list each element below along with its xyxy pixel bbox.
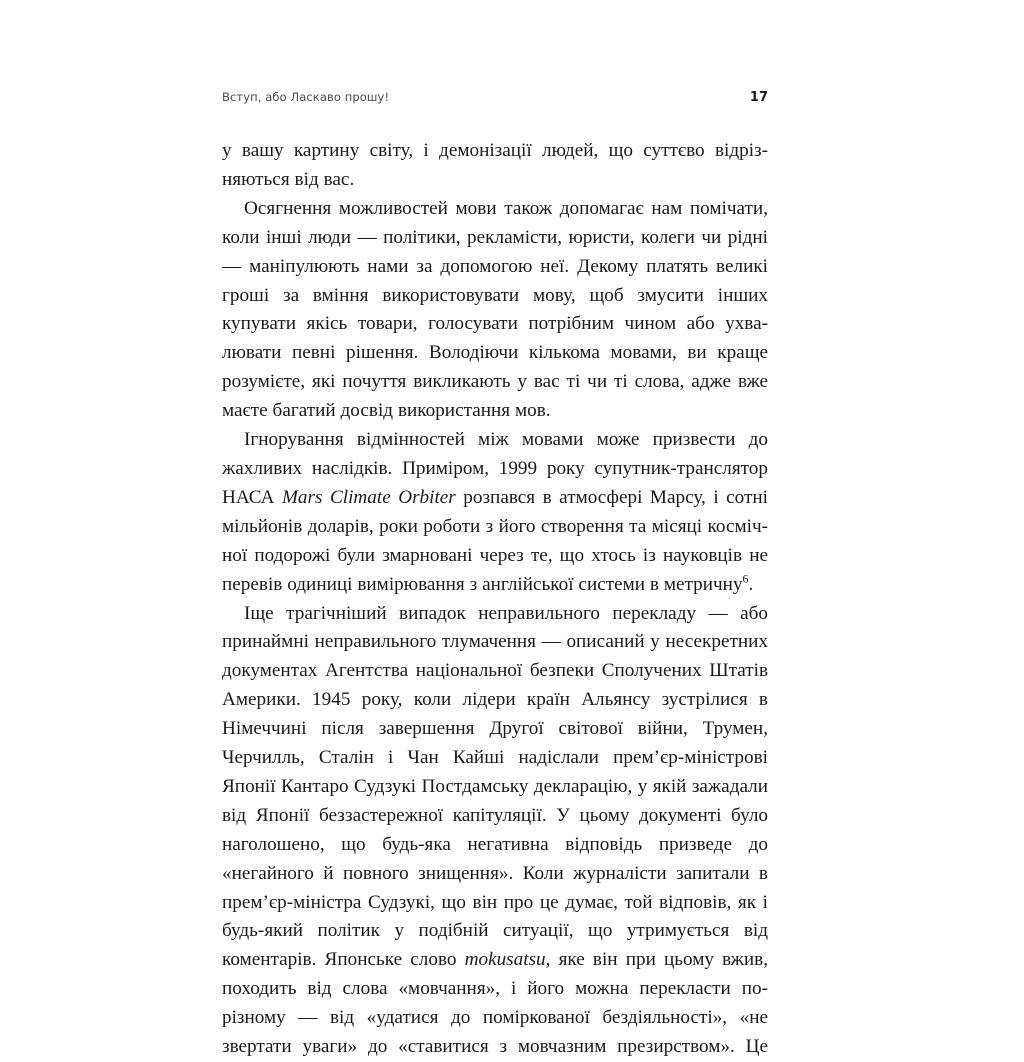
paragraph-text-end: .	[749, 574, 754, 595]
running-head-title: Вступ, або Ласкаво прошу!	[222, 90, 389, 104]
paragraph	[222, 426, 768, 599]
body-text-block	[222, 137, 768, 1062]
running-head	[222, 90, 768, 105]
italic-foreign-word: mokusatsu	[465, 949, 546, 970]
page-number: 17	[750, 90, 768, 105]
footnote-reference[interactable]: 6	[743, 571, 749, 585]
paragraph-text-lead: Ігнорування відмінностей між мовами може призвести до жахливих наслідків. Приміром, 1999 року супутник-транслятор НАСА	[222, 429, 768, 508]
paragraph-text-tail: , яке він при цьому вжив, походить від слова «мовчання», і його можна перекласти по-різному — від «удатися до поміркованої бездіяльності», «не звертати уваги» до «ставитися з мовчазним презирством». Це	[222, 949, 768, 1057]
paragraph	[222, 600, 768, 1062]
paragraph: у вашу картину світу, і демонізації людей, що суттєво відрізняються від вас.	[222, 137, 768, 195]
paragraph: Осягнення можливостей мови також допомагає нам помічати, коли інші люди — політики, рекламісти, юристи, колеги чи рідні — маніпулюють нами за допомогою неї. Декому платять великі гроші за вміння використовувати мову, щоб змусити інших купувати якісь товари, голосувати потрібним чином або ухвалювати певні рішення. Володіючи кількома мовами, ви краще розумієте, які почуття викликають у вас ті чи ті слова, адже вже маєте багатий досвід використання мов.	[222, 195, 768, 426]
paragraph-text-lead: Іще трагічніший випадок неправильного перекладу — або принаймні неправильного тлумачення — описаний у несекретних документах Агентства національної безпеки Сполучених Штатів Америки. 1945 року, коли лідери країн Альянсу зустрілися в Німеччині після завершення Другої світової війни, Трумен, Черчилль, Сталін і Чан Кайші надіслали прем’єр-міністрові Японії Кантаро Судзукі Постдамську декларацію, у якій зажадали від Японії беззастережної капітуляції. У цьому документі було наголошено, що будь-яка негативна відповідь призведе до «негайного й повного знищення». Коли журналісти запитали в прем’єр-міністра Судзукі, що він про це думає, той відповів, як і будь-який політик у подібній ситуації, що утримується від коментарів. Японське слово	[222, 603, 768, 971]
paragraph-text-tail: розпався в атмосфері Марсу, і сотні мільйонів доларів, роки роботи з його створення та місяці космічної подорожі були змарновані через те, що хтось із науковців не перевів одиниці вимірювання з англійської системи в метричну	[222, 487, 768, 595]
italic-work-title: Mars Climate Orbiter	[282, 487, 456, 508]
